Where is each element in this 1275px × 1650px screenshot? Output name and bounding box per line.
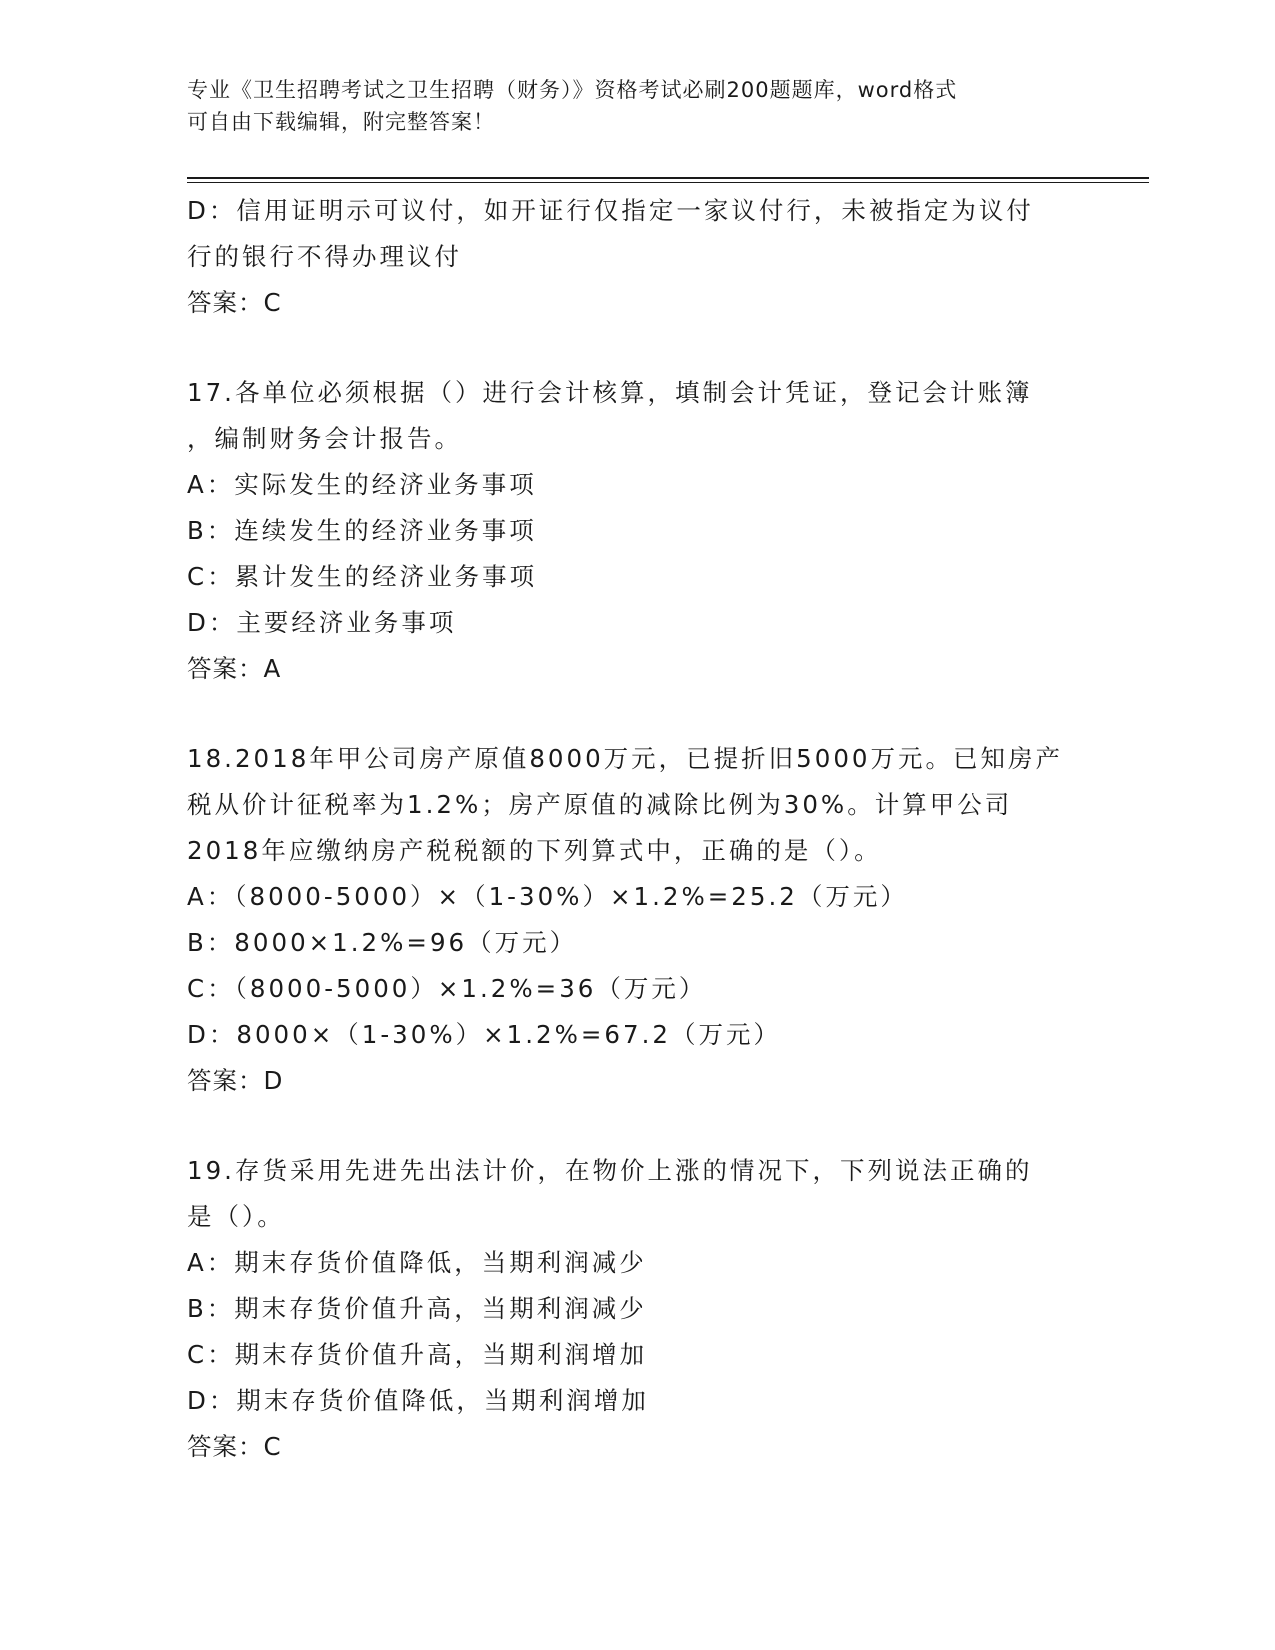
option-line: A：实际发生的经济业务事项 [187, 470, 537, 499]
option-line: D：信用证明示可议付，如开证行仅指定一家议付行，未被指定为议付 [187, 196, 1034, 225]
option-line: B：连续发生的经济业务事项 [187, 516, 537, 545]
page-header [187, 74, 1087, 138]
header-line: 可自由下载编辑，附完整答案！ [187, 110, 495, 134]
option-line: C：累计发生的经济业务事项 [187, 562, 538, 591]
header-divider-thin [187, 182, 1149, 183]
question-block [187, 370, 1087, 692]
question-stem: 17.各单位必须根据（）进行会计核算，填制会计凭证，登记会计账簿 [187, 378, 1033, 407]
option-line: B：8000×1.2%=96（万元） [187, 928, 578, 957]
question-stem: ，编制财务会计报告。 [187, 424, 462, 453]
option-line: 行的银行不得办理议付 [187, 242, 462, 271]
answer-line: 答案：C [187, 288, 282, 317]
question-block [187, 736, 1087, 1104]
option-line: B：期末存货价值升高，当期利润减少 [187, 1294, 647, 1323]
question-stem: 税从价计征税率为1.2%；房产原值的减除比例为30%。计算甲公司 [187, 790, 1013, 819]
question-stem: 19.存货采用先进先出法计价，在物价上涨的情况下，下列说法正确的 [187, 1156, 1033, 1185]
option-line: D：期末存货价值降低，当期利润增加 [187, 1386, 649, 1415]
question-stem: 18.2018年甲公司房产原值8000万元，已提折旧5000万元。已知房产 [187, 744, 1064, 773]
option-line: D：8000×（1-30%）×1.2%=67.2（万元） [187, 1020, 781, 1049]
question-list [187, 188, 1087, 1470]
header-divider-thick [187, 177, 1149, 179]
question-stem: 是（）。 [187, 1202, 285, 1231]
question-stem: 2018年应缴纳房产税税额的下列算式中，正确的是（）。 [187, 836, 882, 865]
question-block [187, 188, 1087, 326]
answer-line: 答案：A [187, 654, 282, 683]
option-line: A：（8000-5000）×（1-30%）×1.2%=25.2（万元） [187, 882, 908, 911]
option-line: A：期末存货价值降低，当期利润减少 [187, 1248, 647, 1277]
option-line: C：（8000-5000）×1.2%=36（万元） [187, 974, 707, 1003]
header-line: 专业《卫生招聘考试之卫生招聘（财务）》资格考试必刷200题题库，word格式 [187, 78, 958, 102]
answer-line: 答案：D [187, 1066, 284, 1095]
answer-line: 答案：C [187, 1432, 282, 1461]
option-line: D：主要经济业务事项 [187, 608, 457, 637]
question-block [187, 1148, 1087, 1470]
option-line: C：期末存货价值升高，当期利润增加 [187, 1340, 648, 1369]
